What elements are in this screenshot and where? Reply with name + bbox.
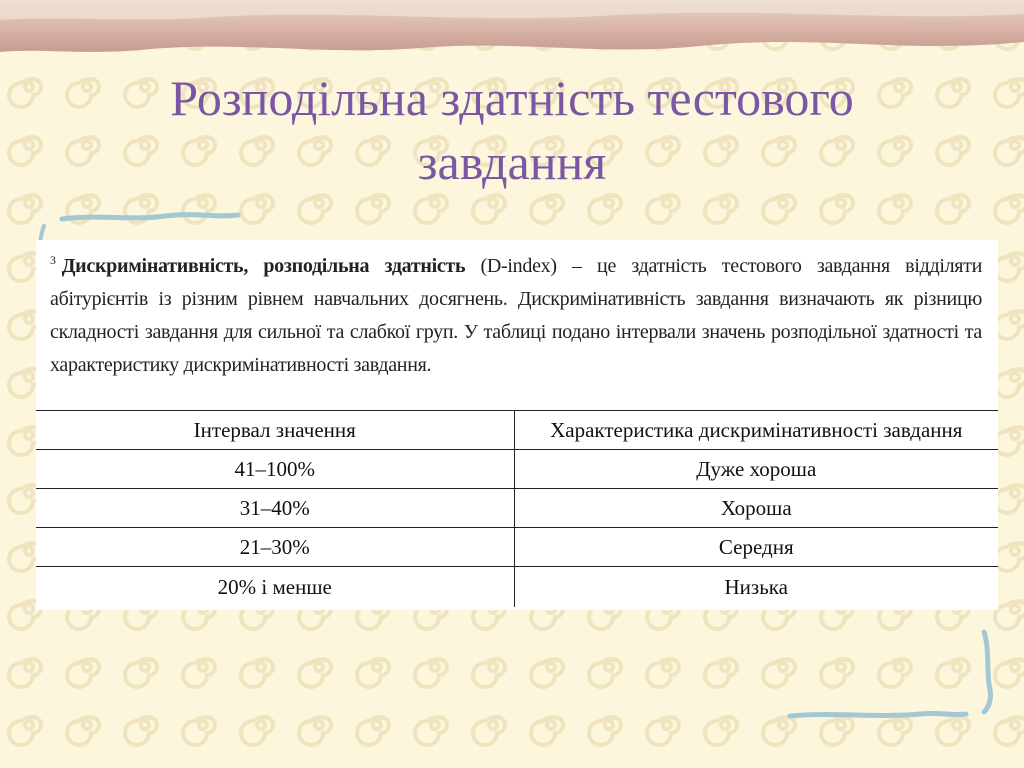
table-row bbox=[36, 567, 998, 608]
cell-characteristic: Низька bbox=[514, 567, 998, 608]
cell-characteristic: Хороша bbox=[514, 489, 998, 528]
header-characteristic: Характеристика дискримінативності завдання bbox=[514, 411, 998, 450]
footnote-paragraph bbox=[50, 250, 982, 382]
cell-characteristic: Дуже хороша bbox=[514, 450, 998, 489]
header-interval: Інтервал значення bbox=[36, 411, 514, 450]
table-header-row bbox=[36, 411, 998, 450]
table-row bbox=[36, 528, 998, 567]
cell-interval: 20% і менше bbox=[36, 567, 514, 608]
slide-title bbox=[80, 66, 944, 194]
top-decorative-band bbox=[0, 0, 1024, 58]
cell-interval: 31–40% bbox=[36, 489, 514, 528]
cell-interval: 41–100% bbox=[36, 450, 514, 489]
table-row bbox=[36, 450, 998, 489]
table-row bbox=[36, 489, 998, 528]
discrimination-table bbox=[36, 410, 998, 607]
footnote-text: (D-index) – це здатність тестового завдання відділяти абітурієнтів із різним рівнем навчальних досягнень. Дискримінативність завдання визначають як різницю складності завдання для сильної та слабкої груп. У таблиці подано інтервали значень розподільної здатності та характеристику дискримінативності завдання. bbox=[50, 255, 983, 376]
slide-title-line-1: Розподільна здатність тестового bbox=[170, 70, 854, 126]
cell-interval: 21–30% bbox=[36, 528, 514, 567]
footnote-number: 3 bbox=[50, 253, 56, 268]
document-excerpt bbox=[36, 240, 998, 610]
cell-characteristic: Середня bbox=[514, 528, 998, 567]
footnote-term: Дискримінативність, розподільна здатність bbox=[61, 255, 466, 277]
slide-title-line-2: завдання bbox=[417, 134, 607, 190]
